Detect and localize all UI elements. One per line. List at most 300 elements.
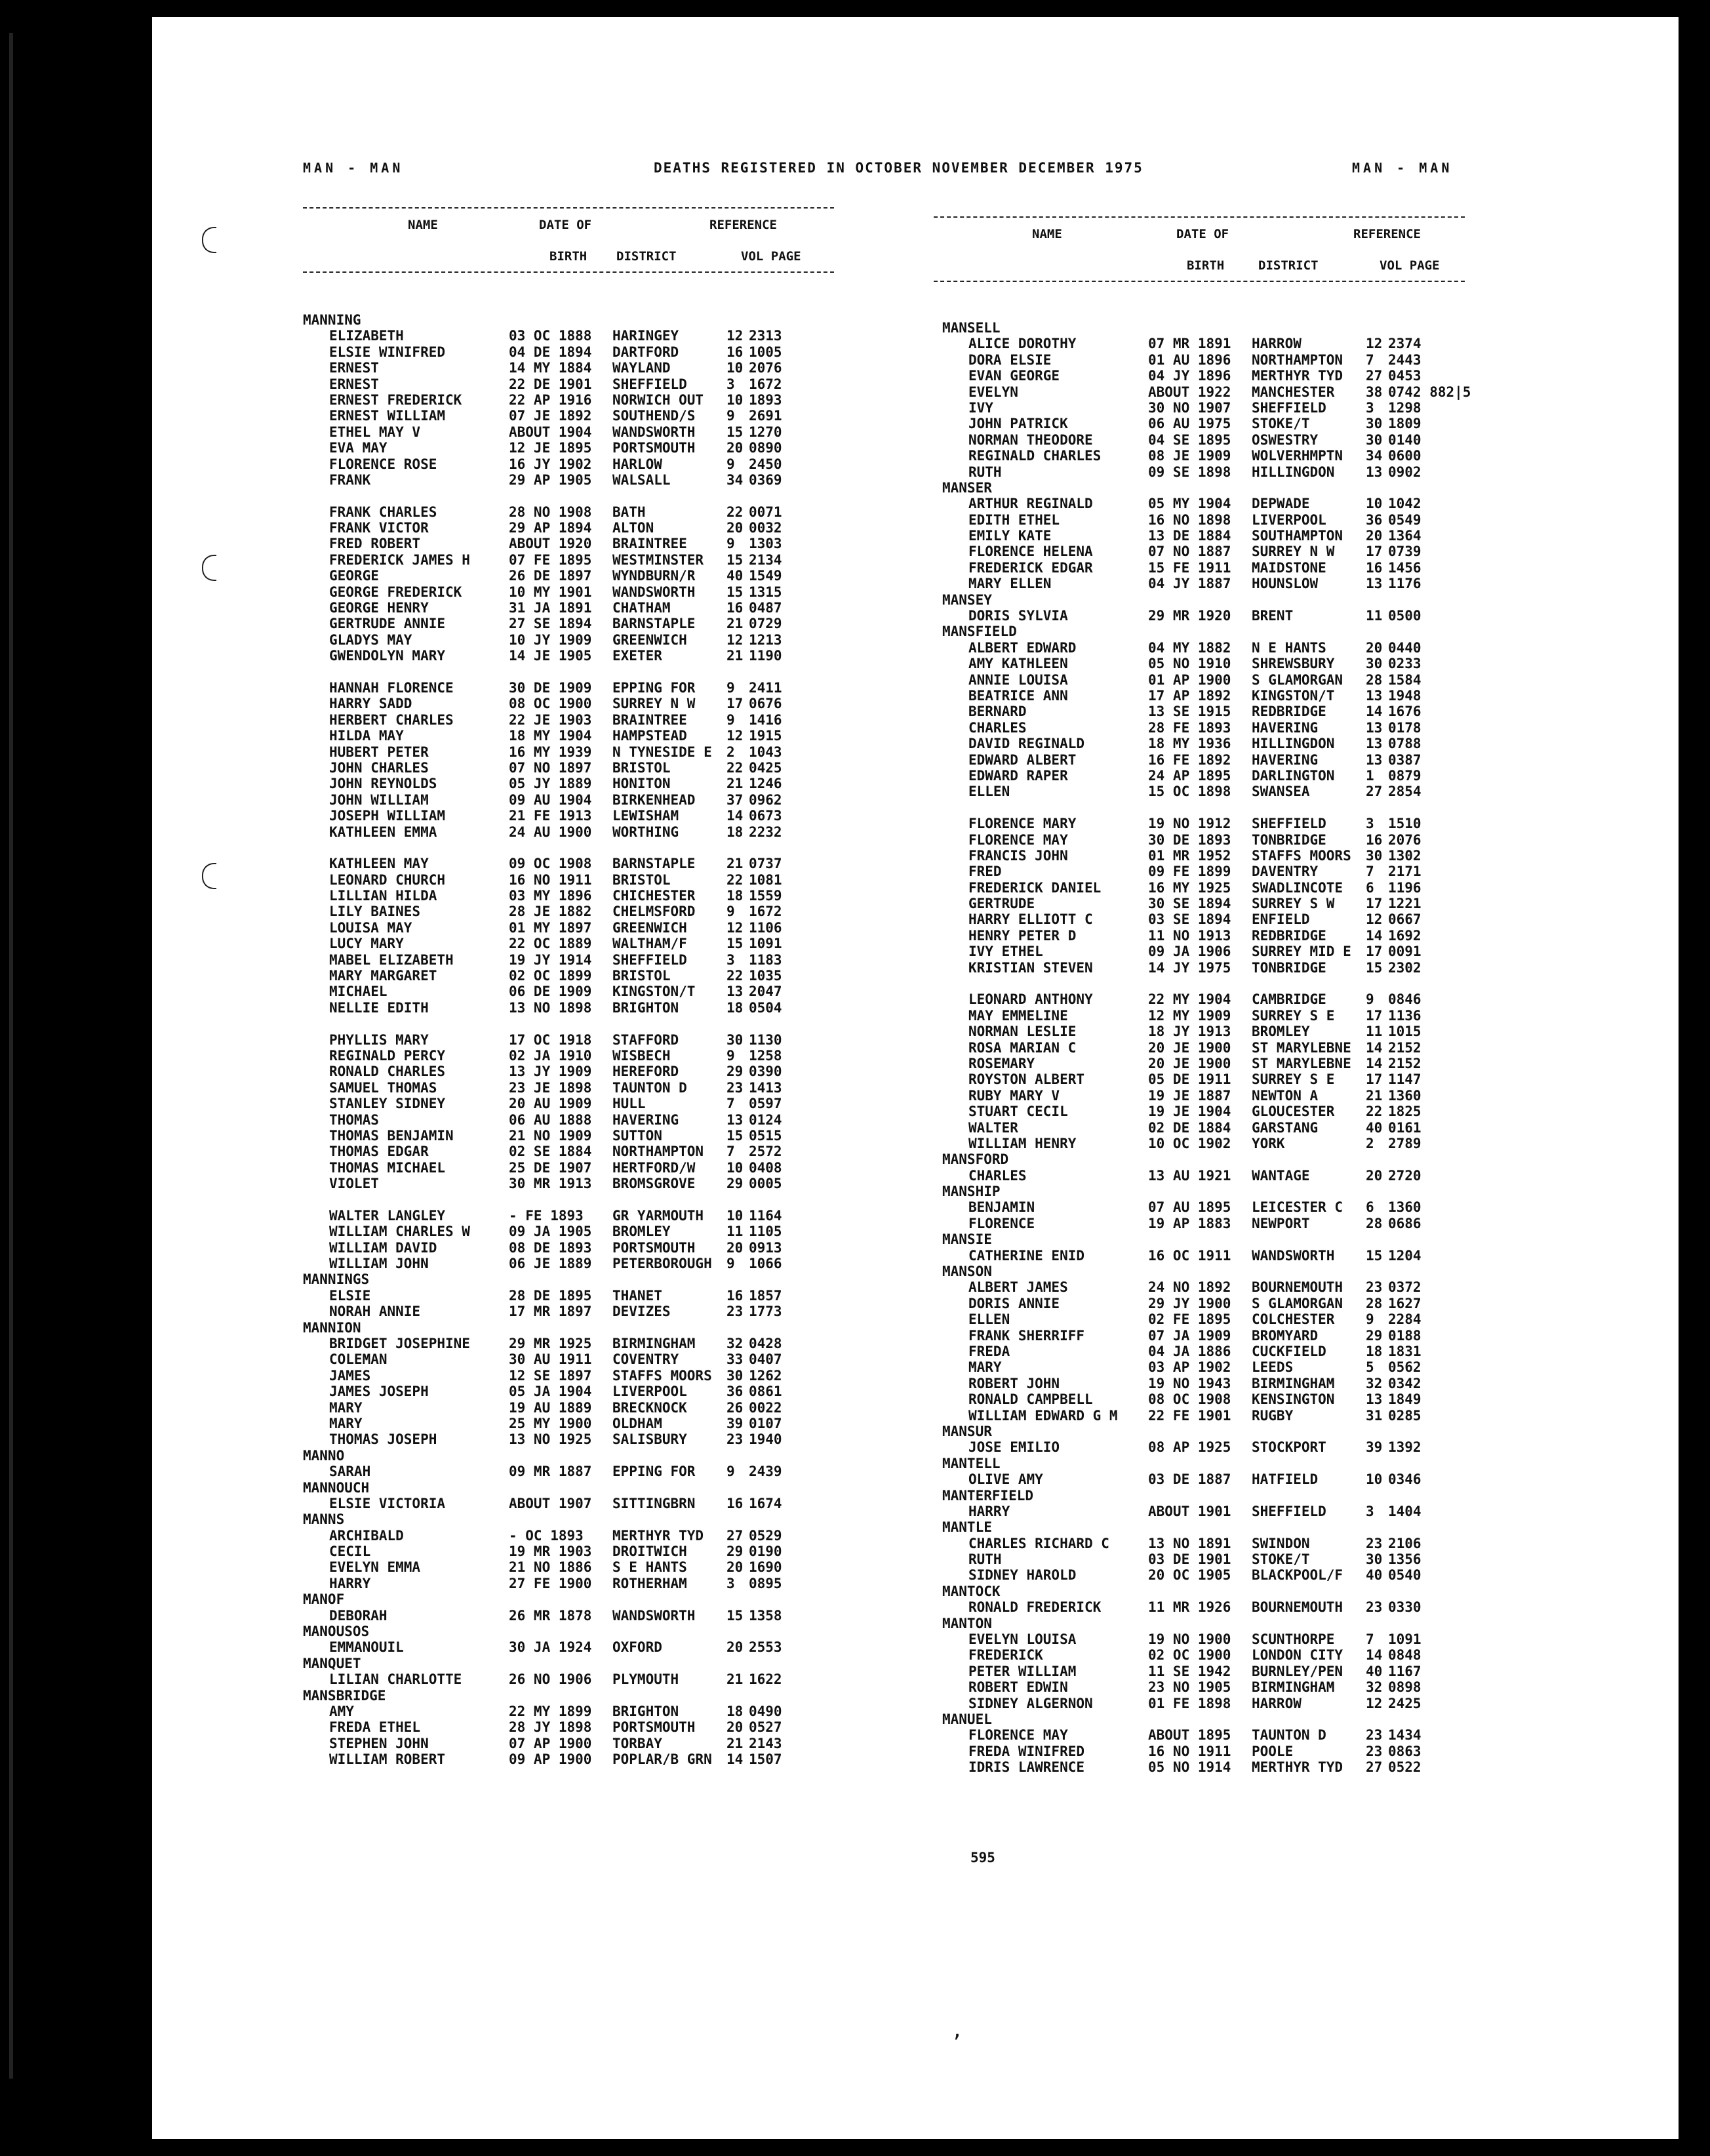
entry-row [942, 1248, 1493, 1264]
entry-row [303, 1719, 841, 1735]
district: BIRMINGHAM [1252, 1679, 1335, 1696]
district: BROMYARD [1252, 1327, 1319, 1344]
page: 0742 882|5 [1388, 384, 1471, 400]
entry-row [942, 1744, 1493, 1759]
page: 0890 [749, 440, 782, 456]
entry-row [942, 1376, 1493, 1391]
volume: 30 [1366, 1551, 1383, 1568]
birth-date: 13 DE 1884 [1148, 528, 1231, 544]
forename: ARCHIBALD [329, 1527, 404, 1544]
page: 0500 [1388, 608, 1422, 624]
entry-row [942, 864, 1493, 879]
forename: HANNAH FLORENCE [329, 679, 454, 696]
entry-row [303, 1351, 841, 1367]
volume: 36 [726, 1384, 744, 1400]
entry-row [303, 328, 841, 344]
district: BROMLEY [612, 1224, 671, 1240]
volume: 27 [1366, 1759, 1383, 1776]
district: HULL [612, 1096, 646, 1112]
birth-date: 19 JE 1887 [1148, 1087, 1231, 1104]
birth-date: 10 OC 1902 [1148, 1135, 1231, 1151]
volume: 22 [726, 759, 744, 776]
volume: 29 [726, 1544, 744, 1560]
district: STOKE/T [1252, 1551, 1310, 1568]
page: 0549 [1388, 511, 1422, 528]
volume: 9 [726, 408, 735, 424]
district: MERTHYR TYD [612, 1527, 704, 1544]
birth-date: 26 NO 1906 [509, 1671, 592, 1688]
entry-row [303, 1288, 841, 1304]
col-name: NAME [1032, 227, 1062, 241]
forename: HUBERT PETER [329, 744, 429, 760]
surname-heading [303, 1271, 841, 1287]
entry-row [303, 1384, 841, 1399]
entry-row [942, 1008, 1493, 1024]
page: 1190 [749, 648, 782, 664]
district: SWINDON [1252, 1535, 1310, 1551]
district: HARROW [1252, 336, 1302, 352]
page: 1262 [749, 1367, 782, 1384]
page: 2572 [749, 1144, 782, 1160]
birth-date: 06 AU 1975 [1148, 416, 1231, 432]
forename: EVELYN EMMA [329, 1559, 421, 1576]
entry-row [303, 760, 841, 776]
volume: 16 [1366, 559, 1383, 576]
volume: 2 [1366, 1135, 1374, 1151]
volume: 13 [726, 984, 744, 1000]
surname: MANSEY [942, 591, 992, 608]
page: 0686 [1388, 1215, 1422, 1231]
surname: MANSFIELD [942, 624, 1017, 640]
district: HAVERING [1252, 751, 1319, 768]
forename: IVY ETHEL [968, 944, 1043, 960]
birth-date: 20 JE 1900 [1148, 1055, 1231, 1071]
page: 0515 [749, 1127, 782, 1144]
district: MANCHESTER [1252, 384, 1335, 400]
district: SHEFFIELD [1252, 399, 1326, 416]
volume: 23 [1366, 1599, 1383, 1616]
volume: 13 [1366, 1391, 1383, 1408]
volume: 9 [726, 904, 735, 920]
page: 1106 [749, 919, 782, 936]
entries-left [303, 312, 841, 1768]
birth-date: 07 MR 1891 [1148, 336, 1231, 352]
district: SURREY S E [1252, 1071, 1335, 1088]
page: 1091 [749, 936, 782, 952]
volume: 7 [726, 1144, 735, 1160]
volume: 12 [1366, 1695, 1383, 1711]
entry-row [303, 1576, 841, 1591]
birth-date: 18 MY 1904 [509, 728, 592, 744]
page: 2302 [1388, 959, 1422, 976]
volume: 21 [726, 856, 744, 872]
volume: 13 [1366, 464, 1383, 480]
district: CHELMSFORD [612, 904, 696, 920]
district: BRENT [1252, 608, 1294, 624]
forename: BENJAMIN [968, 1199, 1035, 1216]
page: 1690 [749, 1559, 782, 1576]
entry-row [303, 408, 841, 424]
district: DARTFORD [612, 344, 679, 360]
entry-row [942, 752, 1493, 768]
entry-row [942, 496, 1493, 511]
forename: GEORGE FREDERICK [329, 584, 462, 600]
volume: 5 [1366, 1359, 1374, 1376]
forename: FRED ROBERT [329, 536, 421, 552]
forename: WILLIAM EDWARD G M [968, 1407, 1118, 1424]
birth-date: 26 MR 1878 [509, 1607, 592, 1624]
entry-row [303, 1559, 841, 1575]
volume: 29 [726, 1064, 744, 1080]
district: EXETER [612, 648, 662, 664]
district: S GLAMORGAN [1252, 1295, 1343, 1311]
entry-row [303, 1608, 841, 1624]
forename: ALBERT EDWARD [968, 639, 1077, 656]
page: 2443 [1388, 351, 1422, 368]
birth-date: 09 JA 1905 [509, 1224, 592, 1240]
birth-date: 30 NO 1907 [1148, 399, 1231, 416]
volume: 32 [1366, 1375, 1383, 1391]
district: BARNSTAPLE [612, 856, 696, 872]
district: GR YARMOUTH [612, 1207, 704, 1224]
volume: 12 [1366, 911, 1383, 928]
district: DAVENTRY [1252, 864, 1319, 880]
birth-date: ABOUT 1922 [1148, 384, 1231, 400]
district: SURREY S E [1252, 1007, 1335, 1024]
district: BARNSTAPLE [612, 616, 696, 632]
forename: BRIDGET JOSEPHINE [329, 1336, 470, 1351]
page: 1246 [749, 776, 782, 792]
volume: 17 [1366, 544, 1383, 560]
page: 0071 [749, 504, 782, 520]
page: 0522 [1388, 1759, 1422, 1776]
district: MERTHYR TYD [1252, 1759, 1343, 1776]
district: NORWICH OUT [612, 391, 704, 408]
col-name: NAME [408, 218, 438, 232]
header-right: MAN - MAN [1352, 160, 1453, 176]
birth-date: 19 AP 1883 [1148, 1215, 1231, 1231]
birth-date: 07 NO 1897 [509, 759, 592, 776]
district: BURNLEY/PEN [1252, 1663, 1343, 1679]
forename: GEORGE HENRY [329, 600, 429, 616]
page: 0848 [1388, 1647, 1422, 1664]
page: 1948 [1388, 687, 1422, 704]
district: CAMBRIDGE [1252, 991, 1326, 1008]
entry-row [303, 1112, 841, 1128]
district: WORTHING [612, 824, 679, 840]
entry-row [942, 784, 1493, 799]
forename: ROSEMARY [968, 1055, 1035, 1071]
forename: STANLEY SIDNEY [329, 1096, 446, 1112]
birth-date: 04 JY 1887 [1148, 576, 1231, 592]
surname-heading [942, 1184, 1493, 1199]
volume: 12 [726, 919, 744, 936]
birth-date: 20 AU 1909 [509, 1096, 592, 1112]
district: WANDSWORTH [612, 584, 696, 600]
forename: JOHN REYNOLDS [329, 776, 437, 792]
entry-row [303, 856, 841, 871]
volume: 20 [726, 1239, 744, 1256]
volume: 39 [1366, 1439, 1383, 1456]
district: COVENTRY [612, 1351, 679, 1368]
entry-row [942, 528, 1493, 544]
surname: MANSIE [942, 1231, 992, 1248]
birth-date: 01 AP 1900 [1148, 671, 1231, 688]
entry-row [303, 616, 841, 631]
forename: ERNEST WILLIAM [329, 408, 446, 424]
entry-row [303, 808, 841, 824]
forename: FLORENCE [968, 1215, 1035, 1231]
district: HAVERING [612, 1111, 679, 1128]
surname: MANNOUCH [303, 1479, 370, 1496]
page: 0788 [1388, 736, 1422, 752]
district: ST MARYLEBNE [1252, 1039, 1351, 1056]
forename: CHARLES RICHARD C [968, 1535, 1109, 1551]
page: 0962 [749, 791, 782, 808]
volume: 18 [726, 824, 744, 840]
birth-date: 01 MR 1952 [1148, 847, 1231, 864]
district: BRECKNOCK [612, 1399, 687, 1416]
district: WYNDBURN/R [612, 568, 696, 584]
forename: SAMUEL THOMAS [329, 1079, 437, 1096]
volume: 10 [1366, 496, 1383, 512]
surname-heading [942, 1584, 1493, 1599]
forename: ERNEST [329, 376, 379, 392]
page: 2106 [1388, 1535, 1422, 1551]
surname: MANSER [942, 479, 992, 496]
entry-row [942, 832, 1493, 848]
volume: 20 [726, 1719, 744, 1736]
forename: SIDNEY HAROLD [968, 1567, 1077, 1584]
birth-date: 24 AU 1900 [509, 824, 592, 840]
page: 2047 [749, 984, 782, 1000]
entry-row [942, 1631, 1493, 1647]
birth-date: 08 OC 1900 [509, 696, 592, 712]
column-header-left [303, 207, 834, 273]
forename: FRANK [329, 471, 371, 488]
page: 1416 [749, 711, 782, 728]
district: NEWPORT [1252, 1215, 1310, 1231]
birth-date: 16 FE 1892 [1148, 751, 1231, 768]
punch-hole [202, 227, 216, 253]
entry-row [303, 1176, 841, 1191]
district: LIVERPOOL [1252, 511, 1326, 528]
volume: 12 [1366, 336, 1383, 352]
volume: 14 [1366, 1055, 1383, 1071]
district: SURREY N W [612, 696, 696, 712]
birth-date: 05 JA 1904 [509, 1384, 592, 1400]
page: 1940 [749, 1431, 782, 1448]
district: LEWISHAM [612, 808, 679, 824]
entry-row [303, 1032, 841, 1048]
entry-row [303, 1128, 841, 1144]
district: BIRMINGHAM [612, 1336, 696, 1351]
entry-row [942, 1168, 1493, 1184]
page: 2232 [749, 824, 782, 840]
district: SHEFFIELD [1252, 816, 1326, 832]
forename: FLORENCE HELENA [968, 544, 1093, 560]
entry-row [942, 991, 1493, 1007]
volume: 10 [726, 391, 744, 408]
district: SITTINGBRN [612, 1495, 696, 1511]
volume: 21 [726, 776, 744, 792]
page: 1676 [1388, 704, 1422, 720]
volume: 14 [726, 808, 744, 824]
district: POPLAR/B GRN [612, 1751, 712, 1768]
entry-row [942, 896, 1493, 911]
volume: 10 [726, 1207, 744, 1224]
forename: LILLIAN HILDA [329, 888, 437, 904]
surname-heading [303, 1688, 841, 1704]
page: 0428 [749, 1336, 782, 1351]
forename: RUTH [968, 1551, 1002, 1568]
forename: MARY [329, 1399, 363, 1416]
district: NEWTON A [1252, 1087, 1319, 1104]
page: 1584 [1388, 671, 1422, 688]
page: 0676 [749, 696, 782, 712]
page: 0453 [1388, 368, 1422, 384]
forename: MICHAEL [329, 984, 388, 1000]
col-date-of: DATE OF [1176, 227, 1229, 241]
district: WOLVERHMPTN [1252, 448, 1343, 464]
volume: 30 [1366, 431, 1383, 448]
surname-heading [303, 1448, 841, 1464]
forename: MARY MARGARET [329, 968, 437, 984]
page: 0233 [1388, 656, 1422, 672]
forename: IVY [968, 399, 993, 416]
district: PORTSMOUTH [612, 1239, 696, 1256]
surname-heading [942, 1519, 1493, 1535]
page: 0898 [1388, 1679, 1422, 1696]
volume: 15 [726, 424, 744, 440]
birth-date: 14 JY 1975 [1148, 959, 1231, 976]
volume: 23 [726, 1079, 744, 1096]
forename: REGINALD PERCY [329, 1047, 446, 1064]
page: 0490 [749, 1703, 782, 1719]
birth-date: 02 SE 1884 [509, 1144, 592, 1160]
forename: DORIS SYLVIA [968, 608, 1068, 624]
page: 2076 [749, 360, 782, 376]
volume: 3 [726, 376, 735, 392]
forename: FLORENCE ROSE [329, 456, 437, 472]
entry-row [942, 736, 1493, 751]
forename: BEATRICE ANN [968, 687, 1068, 704]
header-left: MAN - MAN [303, 160, 404, 176]
page: 2284 [1388, 1311, 1422, 1328]
page: 0562 [1388, 1359, 1422, 1376]
volume: 33 [726, 1351, 744, 1368]
volume: 21 [726, 616, 744, 632]
page: 1507 [749, 1751, 782, 1768]
surname: MANSHIP [942, 1184, 1001, 1200]
forename: WILLIAM CHARLES W [329, 1224, 470, 1240]
birth-date: 27 SE 1894 [509, 616, 592, 632]
page: 0161 [1388, 1119, 1422, 1136]
birth-date: 31 JA 1891 [509, 600, 592, 616]
page: 0863 [1388, 1743, 1422, 1759]
volume: 3 [1366, 399, 1374, 416]
birth-date: 02 JA 1910 [509, 1047, 592, 1064]
page: 1035 [749, 968, 782, 984]
birth-date: 17 AP 1892 [1148, 687, 1231, 704]
forename: SARAH [329, 1464, 371, 1480]
district: OSWESTRY [1252, 431, 1319, 448]
birth-date: ABOUT 1907 [509, 1495, 592, 1511]
entry-row [942, 336, 1493, 351]
page: 2152 [1388, 1039, 1422, 1056]
forename: LOUISA MAY [329, 919, 412, 936]
district: S GLAMORGAN [1252, 671, 1343, 688]
entry-row [942, 960, 1493, 976]
birth-date: 06 JE 1889 [509, 1256, 592, 1272]
forename: HERBERT CHARLES [329, 711, 454, 728]
page: 0369 [749, 471, 782, 488]
district: TAUNTON D [612, 1079, 687, 1096]
forename: JOSE EMILIO [968, 1439, 1060, 1456]
col-vol-page: VOL PAGE [1380, 258, 1440, 273]
entry-row [942, 640, 1493, 656]
volume: 13 [1366, 736, 1383, 752]
forename: FREDERICK JAMES H [329, 551, 470, 568]
surname-heading [942, 1456, 1493, 1471]
surname: MANSBRIDGE [303, 1687, 386, 1704]
col-district: DISTRICT [616, 249, 677, 264]
district: KINGSTON/T [1252, 687, 1335, 704]
volume: 16 [726, 1495, 744, 1511]
district: ROTHERHAM [612, 1575, 687, 1591]
birth-date: 10 MY 1901 [509, 584, 592, 600]
page: 2854 [1388, 784, 1422, 800]
entry-row [942, 608, 1493, 624]
page: 1809 [1388, 416, 1422, 432]
page: 0597 [749, 1096, 782, 1112]
volume: 21 [726, 648, 744, 664]
volume: 20 [726, 440, 744, 456]
surname: MANNINGS [303, 1271, 370, 1288]
volume: 28 [1366, 671, 1383, 688]
surname-heading [303, 1511, 841, 1527]
entry-row [942, 704, 1493, 719]
birth-date: 03 DE 1887 [1148, 1471, 1231, 1488]
page: 1456 [1388, 559, 1422, 576]
volume: 7 [1366, 1631, 1374, 1648]
entry-row [303, 696, 841, 711]
page: 2789 [1388, 1135, 1422, 1151]
volume: 9 [726, 711, 735, 728]
birth-date: 09 AP 1900 [509, 1751, 592, 1768]
birth-date: 15 OC 1898 [1148, 784, 1231, 800]
birth-date: 19 NO 1943 [1148, 1375, 1231, 1391]
forename: LEONARD CHURCH [329, 871, 446, 888]
surname: MANNO [303, 1447, 345, 1464]
page: 0425 [749, 759, 782, 776]
entry-row [942, 464, 1493, 480]
birth-date: 12 SE 1897 [509, 1367, 592, 1384]
page: 2152 [1388, 1055, 1422, 1071]
district: SWADLINCOTE [1252, 879, 1343, 896]
forename: STEPHEN JOHN [329, 1735, 429, 1751]
birth-date: 22 FE 1901 [1148, 1407, 1231, 1424]
district: HAMPSTEAD [612, 728, 687, 744]
district: SURREY S W [1252, 896, 1335, 912]
district: STOKE/T [1252, 416, 1310, 432]
district: HARLOW [612, 456, 662, 472]
entry-row [303, 1736, 841, 1751]
birth-date: 30 SE 1894 [1148, 896, 1231, 912]
volume: 13 [1366, 687, 1383, 704]
volume: 27 [1366, 784, 1383, 800]
surname-heading [303, 312, 841, 328]
